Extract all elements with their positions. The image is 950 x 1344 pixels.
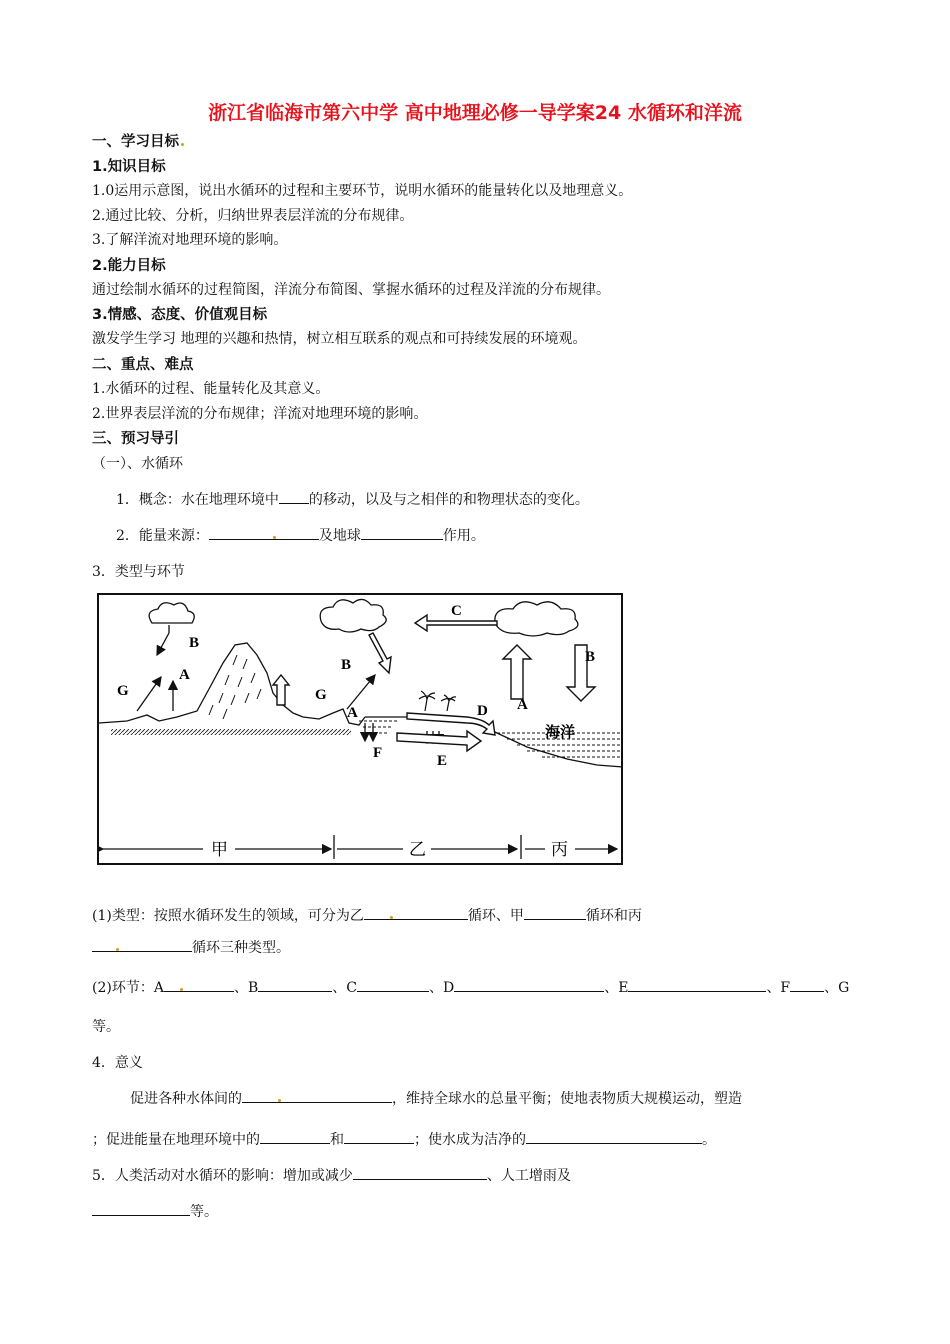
label-c: C (451, 603, 462, 619)
water-cycle-diagram (97, 593, 625, 867)
label-ocean: 海洋 (545, 723, 576, 741)
subheading-ability: 2.能力目标 (92, 258, 166, 274)
question-links-end: 等。 (92, 1019, 120, 1035)
label-g2: G (315, 687, 327, 703)
label-a3: A (517, 697, 528, 713)
goal-item: 激发学生学习 地理的兴趣和热情，树立相互联系的观点和可持续发展的环境观。 (92, 331, 587, 347)
label-a1: A (179, 667, 190, 683)
label-b1: B (189, 635, 200, 651)
subsection-heading: （一）、水循环 (92, 456, 183, 472)
key-point: 2.世界表层洋流的分布规律；洋流对地理环境的影响。 (92, 406, 428, 422)
key-point: 1.水循环的过程、能量转化及其意义。 (92, 381, 330, 397)
label-g1: G (117, 683, 129, 699)
zone-bing: 丙 (551, 840, 568, 860)
meaning-line1: 促进各种水体间的 ，维持全球水的总量平衡；使地表物质大规模运动，塑造 (130, 1087, 742, 1108)
meaning-line2: ；促进能量在地理环境中的 和 ；使水成为洁净的 。 (92, 1128, 716, 1149)
label-b2: B (341, 657, 352, 673)
question-human-impact: 5．人类活动对水循环的影响：增加或减少 、人工增雨及 (92, 1164, 571, 1185)
goal-item: 通过绘制水循环的过程简图，洋流分布简图、掌握水循环的过程及洋流的分布规律。 (92, 282, 610, 298)
goal-item: 1.0运用示意图，说出水循环的过程和主要环节，说明水循环的能量转化以及地理意义。 (92, 183, 633, 199)
question-meaning-heading: 4．意义 (92, 1055, 143, 1071)
question-concept: 1．概念：水在地理环境中 的移动，以及与之相伴的和物理状态的变化。 (116, 488, 589, 509)
label-b3: B (585, 649, 596, 665)
section-heading: 二、重点、难点 (92, 357, 194, 373)
question-types-heading: 3．类型与环节 (92, 564, 185, 580)
subheading-attitude: 3.情感、态度、价值观目标 (92, 307, 268, 323)
question-human-impact-end: 等。 (92, 1200, 218, 1221)
goal-item: 3.了解洋流对地理环境的影响。 (92, 232, 288, 248)
ground-hatch (111, 729, 351, 735)
section-heading: 一、学习目标 (92, 130, 184, 151)
zone-jia: 甲 (211, 840, 228, 860)
zone-yi: 乙 (409, 840, 426, 860)
question-types-line1: (1)类型：按照水循环发生的领域，可分为乙 循环、甲 循环和丙 (92, 904, 642, 925)
page-title: 浙江省临海市第六中学 高中地理必修一导学案24 水循环和洋流 (208, 102, 742, 124)
label-e: E (437, 753, 448, 769)
label-d: D (477, 703, 488, 719)
section-heading: 三、预习导引 (92, 431, 179, 447)
question-energy: 2．能量来源： 及地球 作用。 (116, 524, 485, 545)
subheading-knowledge: 1.知识目标 (92, 159, 166, 175)
question-types-line2: 循环三种类型。 (92, 936, 290, 957)
label-f: F (373, 745, 383, 761)
question-links: (2)环节：A 、B 、C 、D 、E 、F 、G (92, 976, 849, 997)
label-a2: A (347, 705, 358, 721)
goal-item: 2.通过比较、分析，归纳世界表层洋流的分布规律。 (92, 208, 414, 224)
